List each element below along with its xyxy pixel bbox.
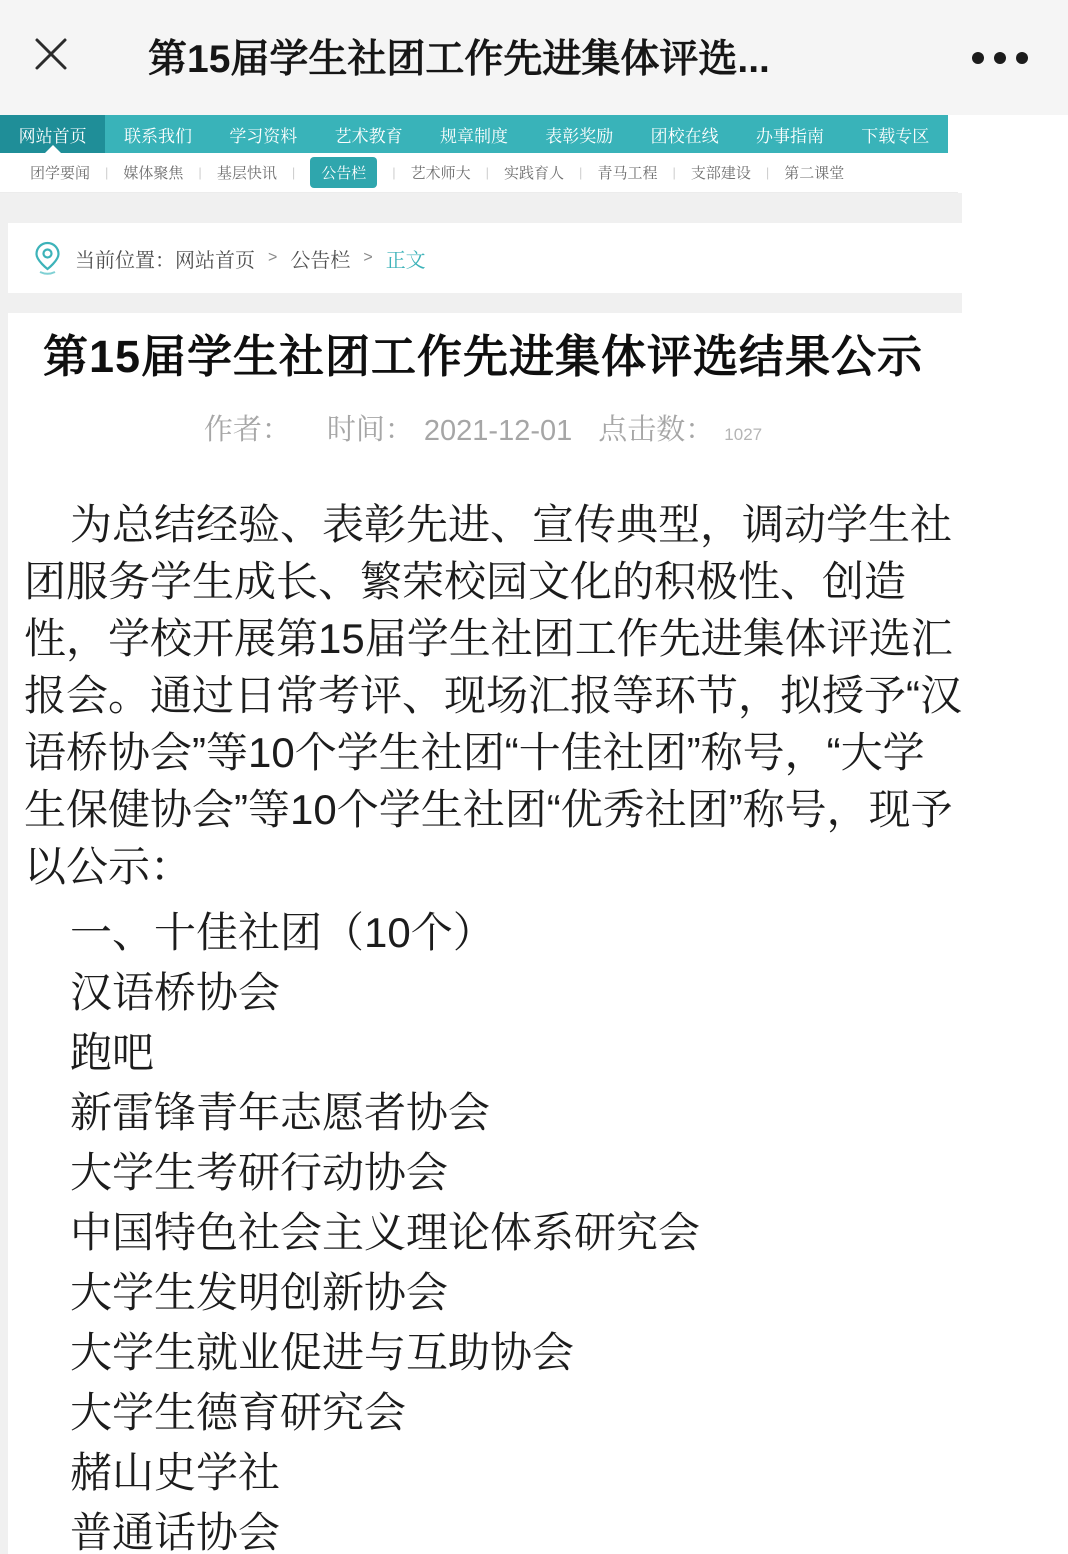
subnav-item-practice-education[interactable]: 实践育人	[504, 165, 565, 182]
article-meta	[8, 407, 958, 448]
crumb-home[interactable]: 网站首页	[175, 249, 255, 272]
page-left-margin	[0, 193, 8, 1554]
location-pin-icon	[34, 241, 61, 275]
article-title: 第15届学生社团工作先进集体评选结果公示	[42, 331, 924, 382]
subnav-item-announcements[interactable]: 公告栏	[310, 157, 377, 188]
paragraph-line: 团服务学生成长、繁荣校园文化的积极性、创造	[24, 558, 907, 605]
article-body	[8, 496, 1060, 1554]
secondary-nav	[0, 153, 958, 193]
subnav-separator: |	[105, 165, 109, 180]
nav-item-league-school-online-label: 团校在线	[650, 126, 719, 146]
club-list-item: 跑吧	[70, 1029, 155, 1076]
meta-date: 2021-12-01	[423, 415, 573, 447]
nav-item-art-education-label: 艺术教育	[334, 126, 403, 146]
paragraph-line: 报会。通过日常考评、现场汇报等环节，拟授予“汉	[24, 672, 962, 719]
club-list-item: 中国特色社会主义理论体系研究会	[70, 1209, 701, 1256]
subnav-separator: |	[485, 165, 490, 180]
nav-item-downloads-label: 下载专区	[861, 126, 930, 146]
nav-item-home-label: 网站首页	[18, 126, 87, 146]
meta-author-label: 作者：	[203, 414, 291, 446]
club-list-item: 大学生德育研究会	[70, 1389, 407, 1436]
nav-item-study-materials-label: 学习资料	[229, 126, 298, 146]
subnav-separator: |	[579, 165, 583, 180]
nav-item-study-materials[interactable]	[211, 115, 316, 153]
article	[8, 313, 1060, 1554]
subnav-item-qingma-project[interactable]: 青马工程	[597, 165, 658, 182]
club-list-item: 大学生发明创新协会	[70, 1269, 449, 1316]
subnav-item-media-focus[interactable]: 媒体聚焦	[123, 165, 184, 182]
paragraph-line: 生保健协会”等10个学生社团“优秀社团”称号，现予	[24, 786, 953, 833]
breadcrumb-label: 当前位置：	[75, 249, 175, 272]
app-bar	[0, 0, 1068, 115]
meta-time-label: 时间：	[326, 414, 414, 446]
paragraph-line: 以公示：	[24, 843, 193, 890]
subnav-item-art-normal-univ[interactable]: 艺术师大	[410, 165, 471, 182]
nav-item-service-guide-label: 办事指南	[755, 126, 824, 146]
subnav-item-branch-building[interactable]: 支部建设	[690, 165, 751, 182]
section-gap	[0, 193, 962, 223]
nav-item-service-guide[interactable]	[737, 115, 842, 153]
subnav-separator: |	[291, 165, 296, 180]
subnav-separator: |	[392, 165, 396, 180]
club-list-item: 大学生考研行动协会	[70, 1149, 449, 1196]
paragraph-line: 语桥协会”等10个学生社团“十佳社团”称号，“大学	[24, 729, 925, 776]
meta-hits-count: 1027	[724, 425, 763, 444]
nav-item-home[interactable]	[0, 115, 105, 153]
nav-item-downloads[interactable]	[843, 115, 948, 153]
primary-nav	[0, 115, 948, 153]
club-list-item: 大学生就业促进与互助协会	[70, 1329, 575, 1376]
subnav-item-league-news[interactable]: 团学要闻	[30, 165, 91, 182]
nav-item-awards-label: 表彰奖励	[545, 126, 614, 146]
nav-item-rules[interactable]	[421, 115, 526, 153]
more-dot	[1016, 52, 1028, 64]
crumb-announcements[interactable]: 公告栏	[290, 249, 351, 272]
close-icon[interactable]	[33, 36, 69, 72]
nav-item-awards[interactable]	[527, 115, 632, 153]
subnav-separator: |	[765, 165, 770, 180]
active-tab-pointer	[45, 145, 61, 153]
nav-item-art-education[interactable]	[316, 115, 421, 153]
meta-hits-label: 点击数：	[598, 414, 715, 446]
section-heading: 一、十佳社团（10个）	[70, 909, 495, 956]
close-icon-glyph	[33, 36, 69, 72]
paragraph-line: 为总结经验、表彰先进、宣传典型，调动学生社	[70, 501, 953, 548]
app-title: 第15届学生社团工作先进集体评选...	[148, 38, 770, 81]
more-dot	[972, 52, 984, 64]
club-list-item: 汉语桥协会	[70, 969, 281, 1016]
club-list-item: 赭山史学社	[70, 1449, 281, 1496]
more-dot	[994, 52, 1006, 64]
subnav-separator: |	[198, 165, 202, 180]
nav-item-league-school-online[interactable]	[632, 115, 737, 153]
crumb-separator: >	[268, 249, 278, 266]
nav-item-rules-label: 规章制度	[439, 126, 508, 146]
paragraph-line: 性，学校开展第15届学生社团工作先进集体评选汇	[24, 615, 953, 662]
crumb-current-page: 正文	[385, 249, 426, 272]
crumb-separator: >	[363, 249, 373, 266]
nav-item-contact[interactable]	[105, 115, 210, 153]
section-gap	[0, 293, 962, 313]
subnav-separator: |	[672, 165, 676, 180]
club-list-item: 新雷锋青年志愿者协会	[70, 1089, 491, 1136]
club-list-item: 普通话协会	[70, 1509, 281, 1554]
nav-item-contact-label: 联系我们	[123, 126, 192, 146]
more-menu-icon[interactable]	[972, 52, 1028, 64]
subnav-item-grassroots-news[interactable]: 基层快讯	[216, 165, 277, 182]
breadcrumb	[8, 223, 962, 293]
subnav-item-second-classroom[interactable]: 第二课堂	[784, 165, 845, 182]
